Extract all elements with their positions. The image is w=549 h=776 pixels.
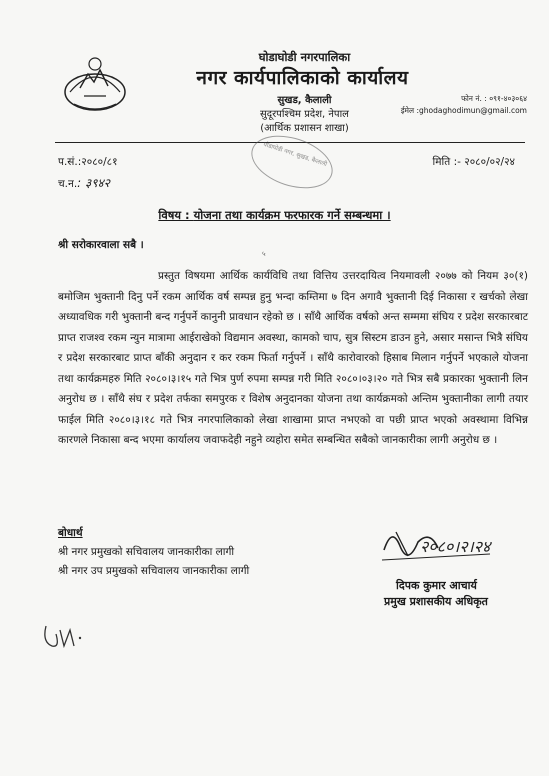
letter-date: मिति :- २०८०/०२/२४ — [432, 156, 515, 168]
subject-text: योजना तथा कार्यक्रम फरफारक गर्ने सम्बन्धमा । — [193, 208, 391, 222]
dispatch-label: च.न. — [58, 178, 78, 190]
municipality-name: घोडाघोडी नगरपालिका — [258, 50, 351, 64]
cc-item: श्री नगर उप प्रमुखको सचिवालय जानकारीका लागी — [58, 565, 250, 577]
dispatch-value: : ३९४२ — [77, 176, 110, 190]
phone-number: फोन नं. : ०९१-४०३०६४ — [461, 94, 527, 103]
subject-label: विषय : — [158, 208, 194, 222]
signatory-name: दिपक कुमार आचार्य — [396, 579, 477, 592]
reference-label: प.सं. — [58, 156, 78, 168]
handwritten-initials — [40, 616, 86, 656]
reference-value: :२०८०/८१ — [77, 156, 118, 168]
cc-item: श्री नगर प्रमुखको सचिवालय जानकारीका लागी — [58, 546, 235, 558]
dispatch-number — [58, 174, 110, 191]
office-name: नगर कार्यपालिकाको कार्यालय — [196, 67, 409, 89]
salutation: श्री सरोकारवाला सबै । — [58, 239, 144, 251]
letter-body: प्रस्तुत विषयमा आर्थिक कार्यविधि तथा वित्तिय उत्तरदायित्व नियमावली २०७७ को नियम ३०(१) बमोजिम भुक्तानी दिनु पर्ने रकम आर्थिक वर्ष सम्पन्न हुनु भन्दा कम्तिमा ७ दिन अगावै भुक्तानी दिई निकासा र खर्चको लेखा अध्यावधिक गरी भुक्तानी बन्द गर्नुपर्ने कानुनी प्रावधान रहेको छ । साँथै आर्थिक वर्षको अन्त सम्ममा संघिय र प्रदेश सरकारबाट प्राप्त राजश्व रकम न्युन मात्रामा आईराखेको विद्यमान अवस्था, कामको चाप, सुत्र सिस्टम डाउन हुने, असार मसान्त भित्रै संघिय र प्रदेश सरकारबाट प्राप्त बाँकी अनुदान र कर रकम फिर्ता गर्नुपर्ने । साँथै कारोवारको हिसाब मिलान गर्नुपर्ने भएकाले योजना तथा कार्यक्रमहरु मिति २०८०।३।१५ गते भित्र पुर्ण रुपमा सम्पन्न गरी मिति २०८०।०३।२० गते भित्र सबै प्रकारका भुक्तानी लिन अनुरोध छ । साँथै संघ र प्रदेश तर्फका समपुरक र विशेष अनुदानका योजना तथा कार्यक्रमको अन्तिम भुक्तानीका लागी तयार फाईल मिति २०८०।३।१८ गते भित्र नगरपालिकाको लेखा शाखामा प्राप्त नभएको वा पछी प्राप्त भएको अवस्थामा विभिन्न कारणले निकासा बन्द भएमा कार्यालय जवाफदेही नहुने व्यहोरा समेत सम्बन्धित सबैको जानकारीका लागी अनुरोध छ । — [58, 270, 528, 446]
office-seal-text: घोडाघोडी नगर, सुखड, कैलाली — [262, 140, 328, 169]
initials-text: ई.अ. — [40, 655, 42, 656]
signature-date: २०८०।२।२४ — [420, 537, 491, 556]
email-address: ईमेल :ghodaghodimun@gmail.com — [400, 106, 527, 115]
signatory-designation: प्रमुख प्रशासकीय अधिकृत — [384, 595, 488, 608]
address-line-2: सुदूरपश्चिम प्रदेश, नेपाल — [260, 109, 349, 120]
reference-number — [58, 155, 118, 169]
subject-line — [0, 208, 549, 223]
signature-mark — [378, 516, 498, 576]
tick-mark: ५ — [262, 250, 266, 258]
section-name: (आर्थिक प्रशासन शाखा) — [260, 123, 349, 134]
cc-title: बोधार्थ — [58, 527, 83, 539]
address-line-1: सुखड, कैलाली — [277, 95, 332, 106]
